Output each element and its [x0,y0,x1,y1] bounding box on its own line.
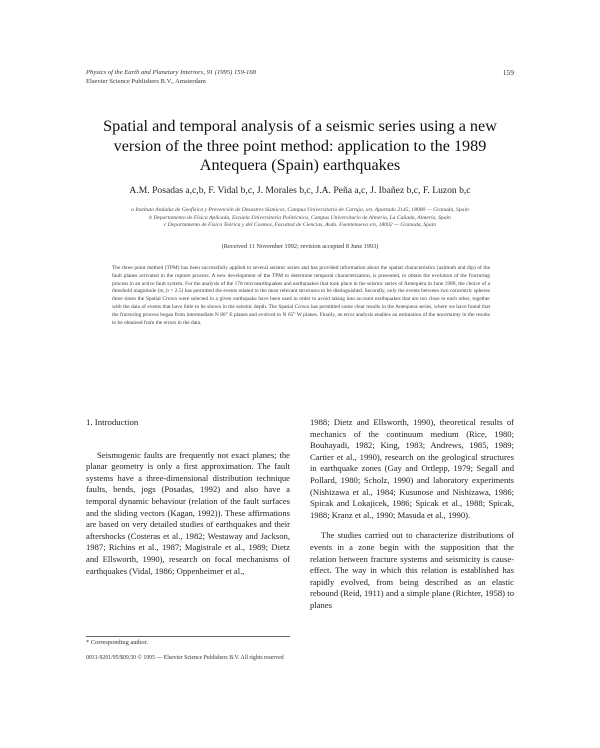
journal-citation: Physics of the Earth and Planetary Interiors, 91 (1995) 159-168 [86,69,256,76]
section-heading-introduction: 1. Introduction [86,417,139,427]
paper-title: Spatial and temporal analysis of a seismic series using a new version of the three point method: application to the 1989 Antequera (Spain) earthquakes [103,117,497,174]
received-dates: (Received 11 November 1992; revision accepted 8 June 1993) [221,243,379,250]
affiliation-c: c Departamento de Física Teórica y del Cosmos, Facultad de Ciencias, Avda. Fuentenueva s/n, 18002 — Granada, Spain [163,222,437,228]
affiliation-a: a Instituto Andaluz de Geofísica y Prevención de Desastres Sísmicos, Campus Universitario de Cartuja, s/n, Apartado 2145, 18080 — Granada, Spain [131,207,469,213]
intro-paragraph-continued: 1988; Dietz and Ellsworth, 1990), theoretical results of mechanics of the continuum medium (Rice, 1980; Bouhayadi, 1982; King, 1983; Andrews, 1985, 1989; Cartier et al., 1990), research on the geological structures in earthquake zones (Gay and Ortlepp, 1979; Segall and Pollard, 1980; Scholz, 1990) and laboratory experiments (Nishizawa et al., 1984; Kusunose and Nishizawa, 1986; Spicak and Lokajicek, 1986; Spicak et al., 1988; Spicak, 1988; Kranz et al., 1990; Masuda et al., 1990). [310,417,514,520]
right-column [310,417,514,612]
publisher-line: Elsevier Science Publishers B.V., Amsterdam [86,78,206,85]
intro-paragraph: The studies carried out to characterize distributions of events in a zone begin with the supposition that the relation between fracture systems and seismicity is cause-effect. The way in which this relation is established has rapidly evolved, from being described as an elastic rebound (Reid, 1911) and a simple plane (Richter, 1958) to planes [310,530,514,610]
author-list: A.M. Posadas a,c,b, F. Vidal b,c, J. Morales b,c, J.A. Peña a,c, J. Ibañez b,c, F. Luzon b,c [129,185,471,196]
affiliations [86,207,514,230]
copyright-line: 0031-9201/95/$09.50 © 1995 — Elsevier Science Publishers B.V. All rights reserved [86,655,284,661]
journal-header [86,68,256,86]
corresponding-author-footnote: * Corresponding author. [86,636,290,646]
left-column [86,417,290,577]
affiliation-b: b Departamento de Física Aplicada, Escuela Universitaria Politécnica, Campus Universitario de Almería, La Cañada, Almería, Spain [149,214,451,221]
abstract: The three point method (TPM) has been successfully applied to several seismic series and has provided information about the spatial characteristics (azimuth and dip) of the fault planes activated in the rupture process. A new development of the TPM to determine temporal characterization, is presented, to obtain the evolution of the fracturing process in an active fault system. For the analysis of the 178 microearthquakes and earthquakes that took place in the seismic series of Antequera in June 1989, the choice of a threshold magnitude (m_b = 2.5) has permitted the events related to the most relevant structures to be distinguished. Secondly, only the events between two concentric spheres three times the Spatial Crown were selected in a given earthquake have been used in order to avoid taking into account earthquakes that are too close to each other, together with the data of events that have little to be shown in the seismic depth. The Spatial Crown has permitted some clear results in the Antequera series, where we have found that the fracturing process began from intermediate N 80° E planes and evolved to N 65° W planes. Finally, an error analysis enables an estimation of the uncertainty in the results to be obtained from the errors in the data. [112,265,490,326]
page-number: 159 [502,68,514,77]
intro-paragraph: Seismogenic faults are frequently not exact planes; the planar geometry is only a first approximation. The fault systems have a three-dimensional distribution technique faults, bends, jogs (Posadas, 1992) and also have a temporal dynamic behaviour (relation of the fault surfaces and the sliding vectors (Kagan, 1992)). These affirmations are based on very detailed studies of earthquakes and their aftershocks (Costeras et al., 1982; Westaway and Jackson, 1987; Richins et al., 1987; Magistrale et al., 1989; Dietz and Ellsworth, 1990), research on focal mechanisms of earthquakes (Vidal, 1986; Oppenheimer et al., [86,449,290,576]
